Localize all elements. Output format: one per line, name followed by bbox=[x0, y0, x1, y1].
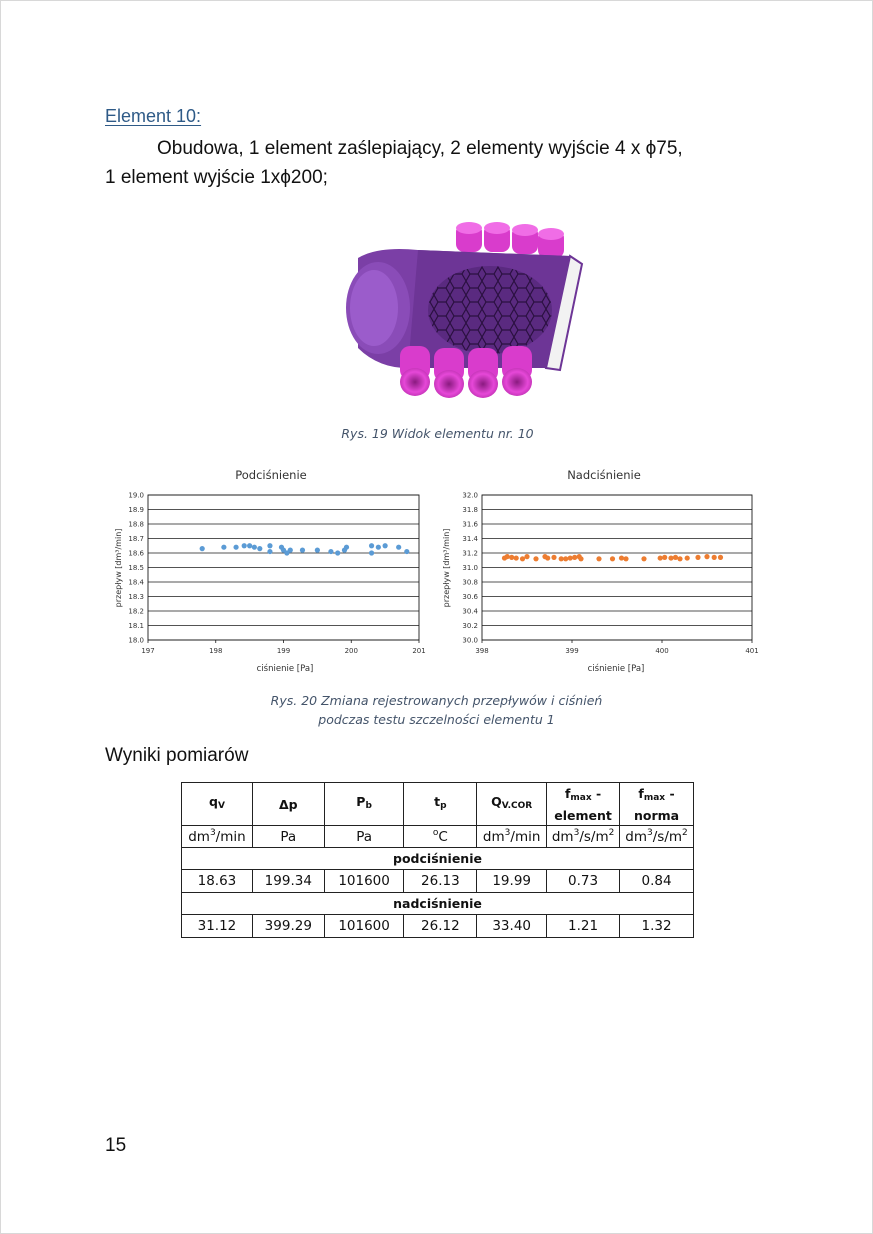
table-group-row bbox=[182, 893, 694, 915]
data-point bbox=[524, 554, 529, 559]
data-point bbox=[247, 543, 252, 548]
table-cell: 101600 bbox=[324, 870, 404, 893]
x-tick-label: 198 bbox=[209, 647, 223, 655]
y-tick-label: 18.5 bbox=[128, 564, 144, 572]
table-cell: 0.84 bbox=[620, 870, 694, 893]
data-point bbox=[252, 545, 257, 550]
element-10-illustration bbox=[338, 218, 586, 403]
data-point bbox=[520, 556, 525, 561]
x-tick-label: 400 bbox=[655, 647, 669, 655]
data-point bbox=[300, 548, 305, 553]
data-point bbox=[704, 554, 709, 559]
data-point bbox=[559, 556, 564, 561]
data-point bbox=[328, 549, 333, 554]
table-cell: 1.32 bbox=[620, 915, 694, 938]
data-point bbox=[383, 543, 388, 548]
y-tick-label: 18.2 bbox=[128, 607, 144, 616]
data-point bbox=[668, 555, 673, 560]
data-point bbox=[641, 556, 646, 561]
data-point bbox=[578, 556, 583, 561]
unit-cell: Pa bbox=[324, 826, 404, 848]
x-tick-label: 401 bbox=[745, 647, 759, 655]
data-point bbox=[396, 545, 401, 550]
y-tick-label: 18.8 bbox=[128, 520, 144, 529]
table-row bbox=[182, 915, 694, 938]
data-point bbox=[335, 550, 340, 555]
chart-nadcisnienie bbox=[436, 465, 759, 680]
y-tick-label: 31.4 bbox=[462, 535, 478, 543]
y-tick-label: 18.9 bbox=[128, 506, 144, 514]
data-point bbox=[404, 549, 409, 554]
col-header-pb: $P_b$ bbox=[324, 783, 404, 826]
table-cell: 26.13 bbox=[404, 870, 477, 893]
x-tick-label: 199 bbox=[276, 647, 291, 655]
data-point bbox=[369, 550, 374, 555]
data-point bbox=[695, 555, 700, 560]
x-axis-label: ciśnienie [Pa] bbox=[587, 664, 645, 674]
figure-20-caption-line-2: podczas testu szczelności elementu 1 bbox=[318, 712, 555, 727]
data-point bbox=[221, 545, 226, 550]
x-tick-label: 197 bbox=[141, 647, 155, 655]
data-point bbox=[315, 548, 320, 553]
data-point bbox=[677, 556, 682, 561]
table-cell: 18.63 bbox=[182, 870, 253, 893]
chart-title: Podciśnienie bbox=[235, 468, 307, 482]
y-tick-label: 31.2 bbox=[462, 549, 478, 558]
y-tick-label: 19.0 bbox=[128, 491, 144, 500]
table-cell: 199.34 bbox=[252, 870, 324, 893]
data-point bbox=[610, 556, 615, 561]
y-tick-label: 31.0 bbox=[462, 564, 478, 572]
y-tick-label: 32.0 bbox=[462, 491, 478, 500]
y-tick-label: 18.6 bbox=[128, 549, 144, 558]
col-header-qcor: $Q_{V.COR}$ bbox=[477, 783, 547, 826]
x-tick-label: 200 bbox=[344, 647, 358, 655]
table-cell: 26.12 bbox=[404, 915, 477, 938]
data-point bbox=[376, 545, 381, 550]
unit-cell: $dm^3/s/m^2$ bbox=[547, 826, 620, 848]
data-point bbox=[242, 543, 247, 548]
table-cell: 399.29 bbox=[252, 915, 324, 938]
data-point bbox=[257, 546, 262, 551]
y-tick-label: 18.4 bbox=[128, 578, 144, 587]
y-axis-label: przepływ [dm³/min] bbox=[114, 528, 123, 608]
unit-cell: $dm^3/\min$ bbox=[182, 826, 253, 848]
data-point bbox=[623, 556, 628, 561]
results-heading: Wyniki pomiarów bbox=[105, 745, 249, 766]
section-heading: Element 10: bbox=[105, 106, 202, 126]
intro-line-1: Obudowa, 1 element zaślepiający, 2 elementy wyjście 4 x ϕ75, bbox=[157, 138, 683, 159]
data-point bbox=[545, 555, 550, 560]
chart-podcisnienie bbox=[110, 465, 430, 680]
table-row bbox=[182, 870, 694, 893]
data-point bbox=[568, 555, 573, 560]
y-tick-label: 31.8 bbox=[462, 506, 478, 514]
x-axis-label: ciśnienie [Pa] bbox=[256, 664, 314, 674]
col-header-fmax-element: $f_{max}$ - element bbox=[547, 783, 620, 826]
table-group-row bbox=[182, 848, 694, 870]
data-point bbox=[288, 548, 293, 553]
table-cell: 101600 bbox=[324, 915, 404, 938]
data-point bbox=[509, 555, 514, 560]
data-point bbox=[685, 555, 690, 560]
table-cell: 1.21 bbox=[547, 915, 620, 938]
y-axis-label: przepływ [dm³/min] bbox=[442, 528, 451, 608]
col-header-tp: $t_p$ bbox=[404, 783, 477, 826]
col-header-dp: Δp bbox=[252, 783, 324, 826]
table-units-row bbox=[182, 826, 694, 848]
unit-cell: $dm^3/s/m^2$ bbox=[620, 826, 694, 848]
col-header-qv: $q_V$ bbox=[182, 783, 253, 826]
data-point bbox=[267, 549, 272, 554]
unit-cell: $^o$C bbox=[404, 826, 477, 848]
y-tick-label: 30.4 bbox=[462, 607, 478, 616]
y-tick-label: 30.6 bbox=[462, 593, 478, 601]
x-tick-label: 399 bbox=[565, 647, 579, 655]
data-point bbox=[673, 555, 678, 560]
y-tick-label: 18.7 bbox=[128, 535, 144, 543]
col-header-fmax-norma: $f_{max}$ - norma bbox=[620, 783, 694, 826]
y-tick-label: 18.1 bbox=[128, 622, 144, 630]
x-tick-label: 201 bbox=[412, 647, 426, 655]
results-table bbox=[181, 782, 694, 938]
table-cell: 31.12 bbox=[182, 915, 253, 938]
data-point bbox=[718, 555, 723, 560]
table-cell: 19.99 bbox=[477, 870, 547, 893]
page-number: 15 bbox=[105, 1135, 127, 1156]
group-label-nadcisnienie: nadciśnienie bbox=[182, 893, 694, 915]
intro-paragraph bbox=[105, 134, 785, 192]
y-tick-label: 30.2 bbox=[462, 622, 478, 630]
unit-cell: Pa bbox=[252, 826, 324, 848]
data-point bbox=[596, 556, 601, 561]
table-cell: 33.40 bbox=[477, 915, 547, 938]
data-point bbox=[551, 555, 556, 560]
data-point bbox=[712, 555, 717, 560]
y-tick-label: 30.8 bbox=[462, 578, 478, 587]
figure-19-caption: Rys. 19 Widok elementu nr. 10 bbox=[341, 426, 534, 441]
data-point bbox=[267, 543, 272, 548]
table-cell: 0.73 bbox=[547, 870, 620, 893]
unit-cell: $dm^3/\min$ bbox=[477, 826, 547, 848]
data-point bbox=[658, 555, 663, 560]
intro-line-2: 1 element wyjście 1xϕ200; bbox=[105, 167, 328, 188]
data-point bbox=[619, 555, 624, 560]
data-point bbox=[369, 543, 374, 548]
data-point bbox=[200, 546, 205, 551]
data-point bbox=[662, 555, 667, 560]
y-tick-label: 18.0 bbox=[128, 636, 144, 645]
data-point bbox=[505, 554, 510, 559]
chart-title: Nadciśnienie bbox=[567, 468, 641, 482]
data-point bbox=[572, 555, 577, 560]
table-header-row bbox=[182, 783, 694, 826]
data-point bbox=[514, 555, 519, 560]
data-point bbox=[533, 556, 538, 561]
x-tick-label: 398 bbox=[475, 647, 489, 655]
data-point bbox=[233, 545, 238, 550]
y-tick-label: 30.0 bbox=[462, 636, 478, 645]
data-point bbox=[344, 545, 349, 550]
figure-20-caption-line-1: Rys. 20 Zmiana rejestrowanych przepływów i ciśnień bbox=[270, 693, 603, 708]
y-tick-label: 31.6 bbox=[462, 520, 478, 529]
data-point bbox=[563, 556, 568, 561]
y-tick-label: 18.3 bbox=[128, 593, 144, 601]
figure-20-caption bbox=[220, 691, 653, 729]
group-label-podcisnienie: podciśnienie bbox=[182, 848, 694, 870]
